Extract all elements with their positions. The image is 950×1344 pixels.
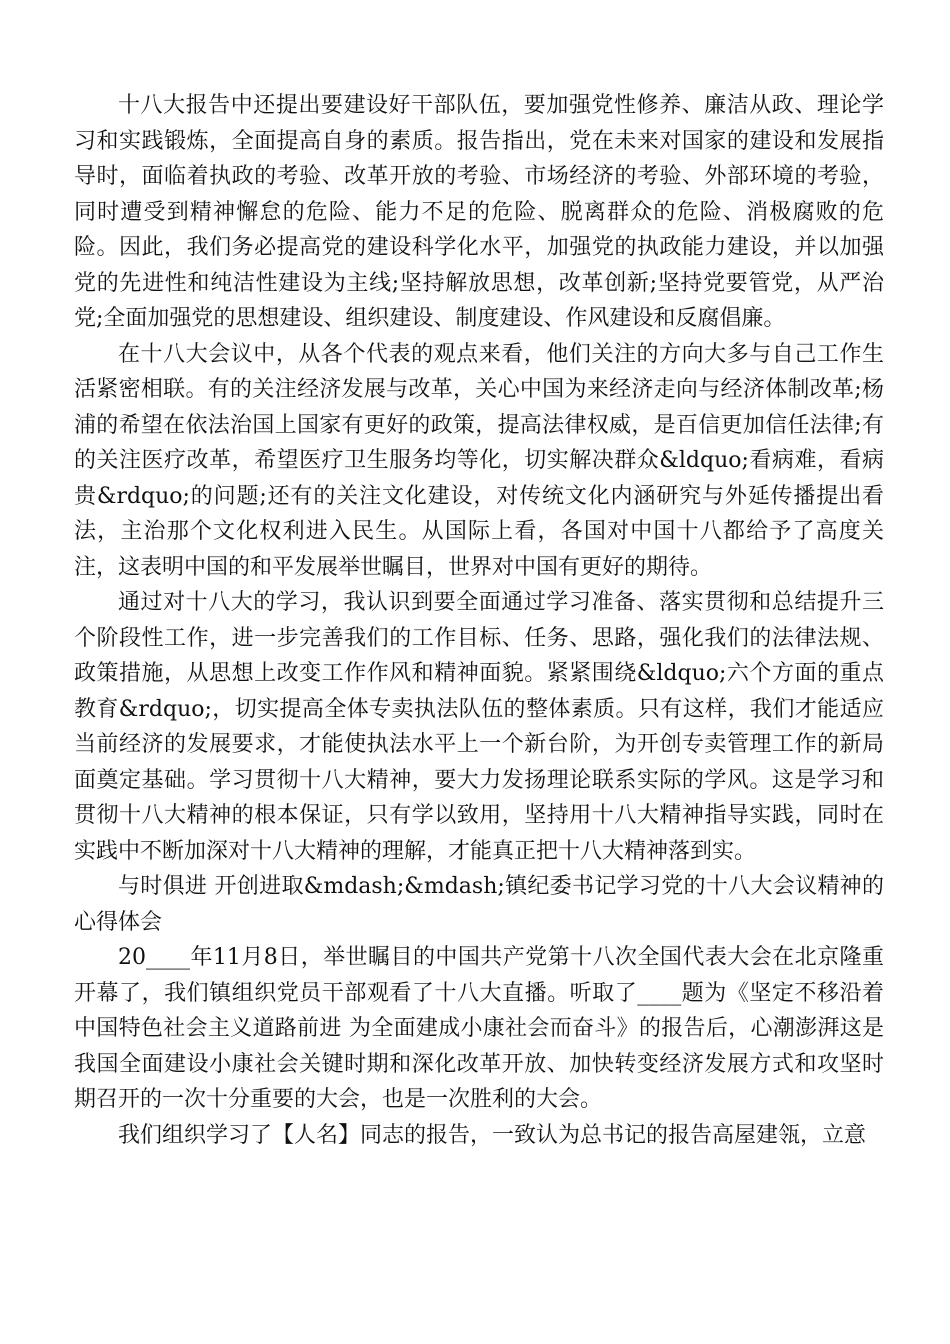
- document-body: [74, 88, 884, 1153]
- paragraph-study-insights: 通过对十八大的学习，我认识到要全面通过学习准备、落实贯彻和总结提升三个阶段性工作，进一步完善我们的工作目标、任务、思路，强化我们的法律法规、政策措施，从思想上改变工作作风和精神面貌。紧紧围绕&ldquo;六个方面的重点教育&rdquo;，切实提高全体专卖执法队伍的整体素质。只有这样，我们才能适应当前经济的发展要求，才能使执法水平上一个新台阶，为开创专卖管理工作的新局面奠定基础。学习贯彻十八大精神，要大力发扬理论联系实际的学风。这是学习和贯彻十八大精神的根本保证，只有学以致用，坚持用十八大精神指导实践，同时在实践中不断加深对十八大精神的理解，才能真正把十八大精神落到实。: [74, 590, 884, 864]
- article-title: 与时俱进 开创进取&mdash;&mdash;镇纪委书记学习党的十八大会议精神的心得体会: [74, 874, 884, 935]
- paragraph-cadre-team: 十八大报告中还提出要建设好干部队伍，要加强党性修养、廉洁从政、理论学习和实践锻炼，全面提高自身的素质。报告指出，党在未来对国家的建设和发展指导时，面临着执政的考验、改革开放的考验、市场经济的考验、外部环境的考验，同时遭受到精神懈怠的危险、能力不足的危险、脱离群众的危险、消极腐败的危险。因此，我们务必提高党的建设科学化水平，加强党的执政能力建设，并以加强党的先进性和纯洁性建设为主线;坚持解放思想，改革创新;坚持党要管党，从严治党;全面加强党的思想建设、组织建设、制度建设、作风建设和反腐倡廉。: [74, 93, 884, 331]
- paragraph-congress-opening: 20____年11月8日，举世瞩目的中国共产党第十八次全国代表大会在北京隆重开幕了，我们镇组织党员干部观看了十八大直播。听取了____题为《坚定不移沿着中国特色社会主义道路前进 为全面建成小康社会而奋斗》的报告后，心潮澎湃这是我国全面建设小康社会关键时期和深化改革开放、加快转变经济发展方式和攻坚时期召开的一次十分重要的大会，也是一次胜利的大会。: [74, 945, 884, 1112]
- paragraph-delegates-views: 在十八大会议中，从各个代表的观点来看，他们关注的方向大多与自己工作生活紧密相联。有的关注经济发展与改革，关心中国为来经济走向与经济体制改革;杨浦的希望在依法治国上国家有更好的政策，提高法律权威，是百信更加信任法律;有的关注医疗改革，希望医疗卫生服务均等化，切实解决群众&ldquo;看病难，看病贵&rdquo;的问题;还有的关注文化建设，对传统文化内涵研究与外延传播提出看法，主治那个文化权利进入民生。从国际上看，各国对中国十八都给予了高度关注，这表明中国的和平发展举世瞩目，世界对中国有更好的期待。: [74, 341, 884, 580]
- paragraph-report-study: 我们组织学习了【人名】同志的报告，一致认为总书记的报告高屋建瓴，立意: [118, 1122, 867, 1148]
